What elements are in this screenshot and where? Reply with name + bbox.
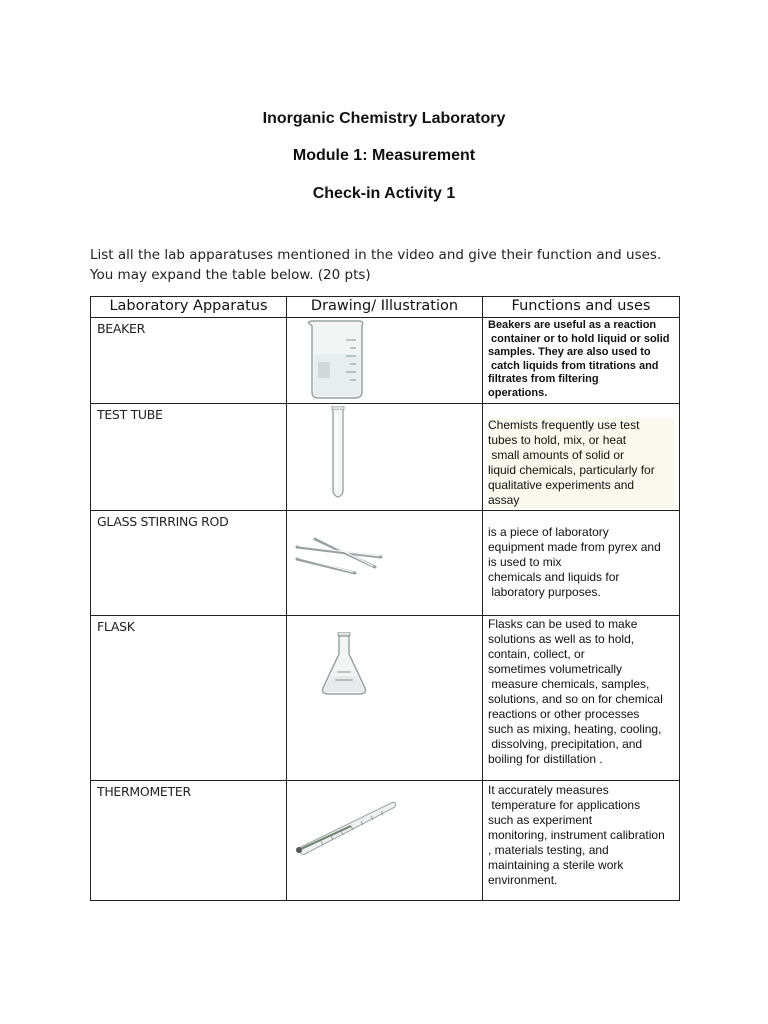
function-text <box>483 318 680 404</box>
instructions-line-1: List all the lab apparatuses mentioned in the video and give their function and uses. <box>90 247 662 263</box>
drawing-cell <box>287 318 483 404</box>
function-text <box>483 781 680 901</box>
table-row <box>91 616 680 781</box>
table-row <box>91 318 680 404</box>
function-line: temperature for applications <box>488 798 641 812</box>
test-tube-illustration <box>323 406 353 506</box>
function-line: is a piece of laboratory <box>488 525 609 539</box>
function-line: environment. <box>488 873 558 887</box>
stirring-rod-illustration <box>293 533 385 593</box>
activity-title: Check-in Activity 1 <box>312 185 456 202</box>
function-line: maintaining a sterile work <box>488 858 624 872</box>
function-line: operations. <box>488 386 548 399</box>
thermometer-illustration <box>291 789 401 855</box>
function-line: liquid chemicals, particularly for <box>488 463 674 478</box>
function-line: tubes to hold, mix, or heat <box>488 433 674 448</box>
function-line: monitoring, instrument calibration <box>488 828 665 842</box>
function-line: solutions as well as to hold, <box>488 632 635 646</box>
document-title: Inorganic Chemistry Laboratory <box>262 110 506 127</box>
module-title: Module 1: Measurement <box>292 147 476 164</box>
function-line: small amounts of solid or <box>488 448 674 463</box>
function-line: dissolving, precipitation, and <box>488 737 643 751</box>
header-functions: Functions and uses <box>483 297 680 318</box>
apparatus-name: BEAKER <box>91 318 287 404</box>
function-text <box>483 616 680 781</box>
apparatus-name: THERMOMETER <box>91 781 287 901</box>
function-line: solutions, and so on for chemical <box>488 692 663 706</box>
function-line: reactions or other processes <box>488 707 640 721</box>
table-row <box>91 404 680 511</box>
function-line: measure chemicals, samples, <box>488 677 650 691</box>
function-line: assay <box>488 493 674 508</box>
header-apparatus: Laboratory Apparatus <box>91 297 287 318</box>
function-line: sometimes volumetrically <box>488 662 623 676</box>
apparatus-name: FLASK <box>91 616 287 781</box>
function-line: is used to mix <box>488 555 562 569</box>
apparatus-name: TEST TUBE <box>91 404 287 511</box>
function-line: such as mixing, heating, cooling, <box>488 722 662 736</box>
function-line: such as experiment <box>488 813 593 827</box>
header-drawing: Drawing/ Illustration <box>287 297 483 318</box>
function-line: , materials testing, and <box>488 843 609 857</box>
apparatus-table <box>90 296 680 901</box>
function-line: catch liquids from titrations and <box>488 359 659 372</box>
function-line: Chemists frequently use test <box>488 418 674 433</box>
function-line: It accurately measures <box>488 783 609 797</box>
flask-illustration <box>319 632 369 696</box>
function-line: container or to hold liquid or solid <box>488 332 670 345</box>
function-text <box>483 511 680 616</box>
function-line: equipment made from pyrex and <box>488 540 661 554</box>
table-row <box>91 511 680 616</box>
function-line: Flasks can be used to make <box>488 617 638 631</box>
drawing-cell <box>287 511 483 616</box>
apparatus-name: GLASS STIRRING ROD <box>91 511 287 616</box>
table-header-row <box>91 297 680 318</box>
function-line: contain, collect, or <box>488 647 585 661</box>
instructions-line-2: You may expand the table below. (20 pts) <box>90 267 371 283</box>
function-line: chemicals and liquids for <box>488 570 620 584</box>
drawing-cell <box>287 404 483 511</box>
function-line: qualitative experiments and <box>488 478 674 493</box>
drawing-cell <box>287 781 483 901</box>
function-text <box>483 404 680 511</box>
function-line: Beakers are useful as a reaction <box>488 319 657 331</box>
function-line: laboratory purposes. <box>488 585 601 599</box>
beaker-illustration <box>302 318 372 400</box>
instructions <box>90 245 730 285</box>
drawing-cell <box>287 616 483 781</box>
function-line: filtrates from filtering <box>488 373 599 385</box>
function-line: boiling for distillation . <box>488 752 603 766</box>
table-row <box>91 781 680 901</box>
function-line: samples. They are also used to <box>488 346 651 358</box>
